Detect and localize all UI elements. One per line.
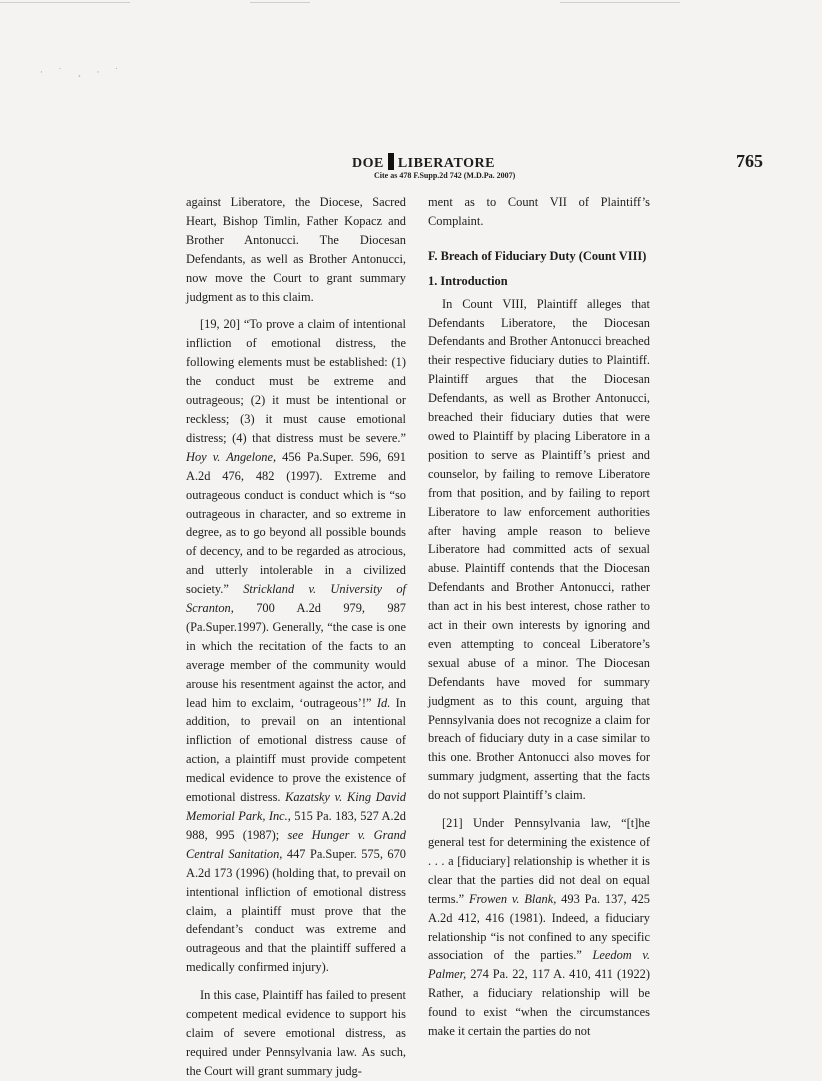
running-title-left: DOE bbox=[352, 156, 384, 171]
running-title bbox=[352, 153, 495, 172]
text-run: 700 A.2d 979, 987 (Pa.Super.1997). Generally, “the case is one in which the recitation of the facts to an average member of the community would arouse his resentment against the actor, and lead him to exclaim, ‘outrageous’!” bbox=[186, 601, 406, 710]
text-run: 274 Pa. 22, 117 A. 410, 411 (1922) Rather, a fiduciary relationship will be found to exist “when the circumstances make it certain the parties do not bbox=[428, 967, 650, 1039]
paragraph: In Count VIII, Plaintiff alleges that Defendants Liberatore, the Diocesan Defendants and Brother Antonucci breached their respective fiduciary duties to Plaintiff. Plaintiff argues that the Diocesan Defendants, as well as Brother Antonucci, breached their fiduciary duties that were owed to Plaintiff by placing Liberatore in a position to serve as Plaintiff’s priest and counselor, by failing to remove Liberatore from that position, and by failing to report Liberatore to law enforcement authorities after having ample reason to believe Liberatore had committed acts of sexual abuse. Plaintiff contends that the Diocesan Defendants and Brother Antonucci, rather than act in his best interest, chose rather to act in their own interests by ignoring and even attempting to conceal Liberatore’s sexual abuse of a minor. The Diocesan Defendants have moved for summary judgment as to this count, arguing that Pennsylvania does not recognize a claim for breach of fiduciary duty in a case similar to this one. Brother Antonucci also moves for summary judgment, asserting that the facts do not support Plaintiff’s claim. bbox=[428, 296, 650, 803]
section-heading: F. Breach of Fiduciary Duty (Count VIII) bbox=[428, 248, 647, 263]
case-citation: Hoy v. Angelone, bbox=[186, 449, 277, 464]
page-number: 765 bbox=[736, 151, 763, 171]
text-run: 456 Pa.Super. 596, 691 A.2d 476, 482 (1997). Extreme and outrageous conduct is conduct which is “so outrageous in character, and so extreme in degree, as to go beyond all possible bounds of decency, and to be regarded as atrocious, and utterly intolerable in a civilized society.” bbox=[186, 449, 406, 597]
text-run: Under Pennsylvania law, “[t]he general test for determining the existence of . . . a [fiduciary] relationship is whether it is clear that the parties did not deal on equal terms.” bbox=[428, 816, 650, 906]
paragraph bbox=[186, 315, 406, 977]
case-citation: Kazatsky v. King David Memorial Park, Inc., bbox=[186, 790, 406, 823]
running-title-right: LIBERATORE bbox=[397, 156, 495, 171]
citation: Cite as 478 F.Supp.2d 742 (M.D.Pa. 2007) bbox=[374, 171, 516, 180]
case-citation: Frowen v. Blank, bbox=[468, 891, 557, 906]
paragraph: In this case, Plaintiff has failed to present competent medical evidence to support his claim of severe emotional distress, as required under Pennsylvania law. As such, the Court will grant summary judg- bbox=[186, 988, 406, 1078]
keynote-number: [21] bbox=[442, 816, 463, 831]
text-run: 493 Pa. 137, 425 A.2d 412, 416 (1981). Indeed, a fiduciary relationship “is not confined to any specific association of the parties.” bbox=[428, 891, 650, 963]
subsection-heading: 1. Introduction bbox=[428, 273, 508, 288]
scan-specks: · ˙ ¸ · ˙ bbox=[40, 68, 125, 78]
paragraph bbox=[428, 814, 650, 1041]
case-citation: Leedom v. Palmer, bbox=[428, 948, 650, 982]
text-run: In addition, to prevail on an intentional infliction of emotional distress cause of action, a plaintiff must provide competent medical evidence to prove the existence of emotional distress. bbox=[186, 695, 406, 805]
case-citation: Id. bbox=[376, 695, 391, 710]
left-column bbox=[186, 193, 406, 1081]
right-column bbox=[428, 193, 650, 1041]
redaction-bar bbox=[388, 153, 394, 170]
paragraph: against Liberatore, the Diocese, Sacred Heart, Bishop Timlin, Father Kopacz and Brother Antonucci. The Diocesan Defendants, as well as Brother Antonucci, now move the Court to grant summary judgment as to this claim. bbox=[186, 195, 406, 304]
text-run: 447 Pa.Super. 575, 670 A.2d 173 (1996) (holding that, to prevail on intentional infliction of emotional distress claim, a plaintiff must prove that the defendant’s conduct was extreme and outrageous and that the plaintiff suffered a medically confirmed injury). bbox=[186, 846, 406, 975]
case-citation: see Hunger v. Grand Central Sanitation, bbox=[186, 827, 406, 861]
keynote-number: [19, 20] bbox=[200, 317, 240, 332]
text-run: 515 Pa. 183, 527 A.2d 988, 995 (1987); bbox=[186, 809, 406, 842]
text-run: “To prove a claim of intentional infliction of emotional distress, the following elements must be established: (1) the conduct must be extreme and outrageous; (2) it must be intentional or reckless; (3) it must cause emotional distress; (4) that distress must be severe.” bbox=[186, 317, 406, 445]
scan-artifact-line bbox=[250, 2, 310, 3]
scan-artifact-line bbox=[0, 2, 130, 3]
paragraph: ment as to Count VII of Plaintiff’s Complaint. bbox=[428, 195, 650, 228]
scan-artifact-line bbox=[560, 2, 680, 3]
case-citation: Strickland v. University of Scranton, bbox=[186, 582, 406, 616]
